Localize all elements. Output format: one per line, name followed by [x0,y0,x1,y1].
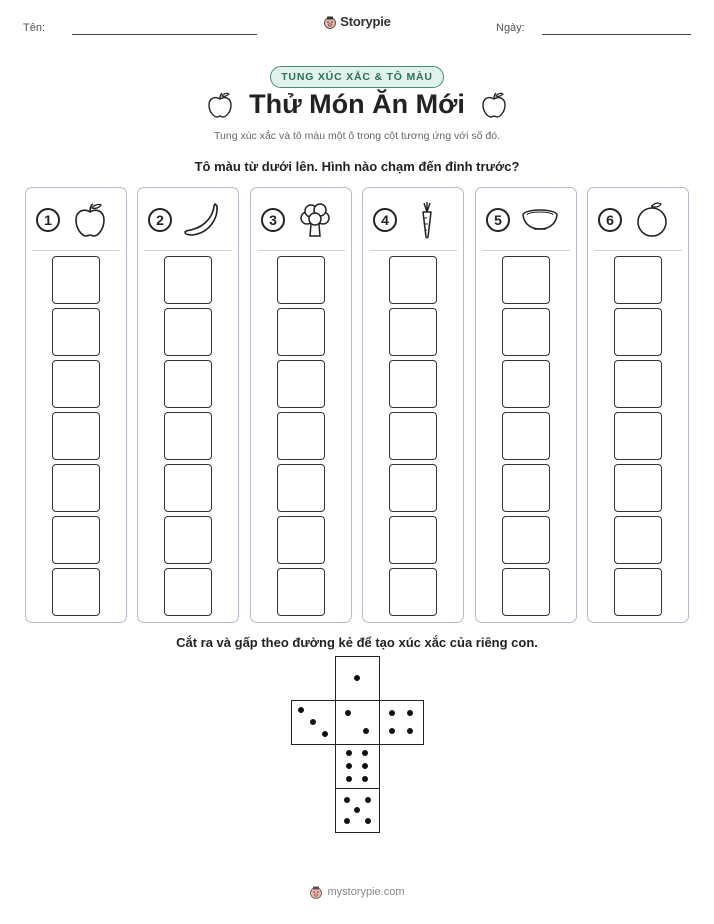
color-cell[interactable] [389,516,437,564]
color-cell[interactable] [52,256,100,304]
cut-instruction: Cắt ra và gấp theo đường kẻ để tạo xúc xắc của riêng con. [176,635,538,650]
food-column [137,187,239,623]
column-divider [144,250,232,251]
color-cell[interactable] [52,360,100,408]
die-face [335,700,380,745]
color-cell[interactable] [164,568,212,616]
pig-icon [323,15,337,29]
die-pip [354,675,360,681]
die-pip [345,710,351,716]
color-cell[interactable] [614,360,662,408]
column-number: 3 [261,208,285,232]
die-pip [363,728,369,734]
question-text: Tô màu từ dưới lên. Hình nào chạm đến đỉnh trước? [194,159,520,174]
column-divider [482,250,570,251]
color-cell[interactable] [164,516,212,564]
banana-icon [182,200,222,240]
color-cell[interactable] [277,516,325,564]
die-pip [346,763,352,769]
color-cell[interactable] [277,568,325,616]
name-label: Tên: [23,22,46,34]
color-cell[interactable] [277,308,325,356]
date-line[interactable] [542,34,691,35]
color-cell[interactable] [614,308,662,356]
color-cell[interactable] [277,464,325,512]
apple-icon [479,90,509,120]
color-cell[interactable] [52,516,100,564]
color-cell[interactable] [502,256,550,304]
color-cell[interactable] [502,308,550,356]
color-cell[interactable] [277,412,325,460]
brand-logo [0,14,714,34]
die-face [335,788,380,833]
column-number: 6 [598,208,622,232]
color-cell[interactable] [614,412,662,460]
die-pip [389,710,395,716]
broccoli-icon [295,200,335,240]
date-label: Ngày: [496,22,525,34]
name-line[interactable] [72,34,257,35]
column-number: 2 [148,208,172,232]
apple-icon [70,200,110,240]
color-cell[interactable] [52,412,100,460]
color-cell[interactable] [277,360,325,408]
color-cell[interactable] [502,412,550,460]
pig-icon [309,885,323,899]
column-number: 5 [486,208,510,232]
color-cell[interactable] [614,464,662,512]
color-cell[interactable] [389,412,437,460]
food-column [587,187,689,623]
food-column [475,187,577,623]
apple-icon [205,90,235,120]
die-face [291,700,336,745]
die-pip [362,750,368,756]
color-cell[interactable] [502,464,550,512]
color-cell[interactable] [164,412,212,460]
column-number: 1 [36,208,60,232]
die-pip [346,750,352,756]
color-cell[interactable] [614,516,662,564]
column-number: 4 [373,208,397,232]
column-divider [257,250,345,251]
color-cell[interactable] [164,308,212,356]
color-cell[interactable] [389,464,437,512]
color-cell[interactable] [614,568,662,616]
food-column [250,187,352,623]
die-face [335,656,380,701]
color-cell[interactable] [277,256,325,304]
die-pip [354,807,360,813]
instructions-text: Tung xúc xắc và tô màu một ô trong cột tương ứng với số đó. [214,130,500,142]
color-cell[interactable] [502,516,550,564]
color-cell[interactable] [502,360,550,408]
die-pip [362,763,368,769]
food-column [362,187,464,623]
bowl-icon [520,200,560,240]
die-pip [344,797,350,803]
color-cell[interactable] [52,568,100,616]
die-pip [362,776,368,782]
die-pip [389,728,395,734]
column-divider [369,250,457,251]
color-cell[interactable] [164,464,212,512]
die-pip [346,776,352,782]
color-cell[interactable] [389,360,437,408]
color-cell[interactable] [389,256,437,304]
brand-name: Storypie [340,14,391,29]
page-title: Thử Món Ăn Mới [249,89,465,119]
column-divider [32,250,120,251]
die-face [335,744,380,789]
die-pip [365,818,371,824]
die-face [379,700,424,745]
die-pip [407,710,413,716]
food-column [25,187,127,623]
die-pip [365,797,371,803]
color-cell[interactable] [52,308,100,356]
carrot-icon [407,200,447,240]
color-cell[interactable] [614,256,662,304]
footer-url: mystorypie.com [327,886,405,898]
footer [0,885,714,904]
orange-icon [632,200,672,240]
die-pip [298,707,304,713]
column-divider [594,250,682,251]
color-cell[interactable] [389,568,437,616]
color-cell[interactable] [164,360,212,408]
die-pip [407,728,413,734]
die-pip [344,818,350,824]
color-cell[interactable] [164,256,212,304]
die-pip [310,719,316,725]
color-cell[interactable] [502,568,550,616]
activity-badge: TUNG XÚC XẮC & TÔ MÀU [270,66,444,88]
die-pip [322,731,328,737]
color-cell[interactable] [389,308,437,356]
color-cell[interactable] [52,464,100,512]
